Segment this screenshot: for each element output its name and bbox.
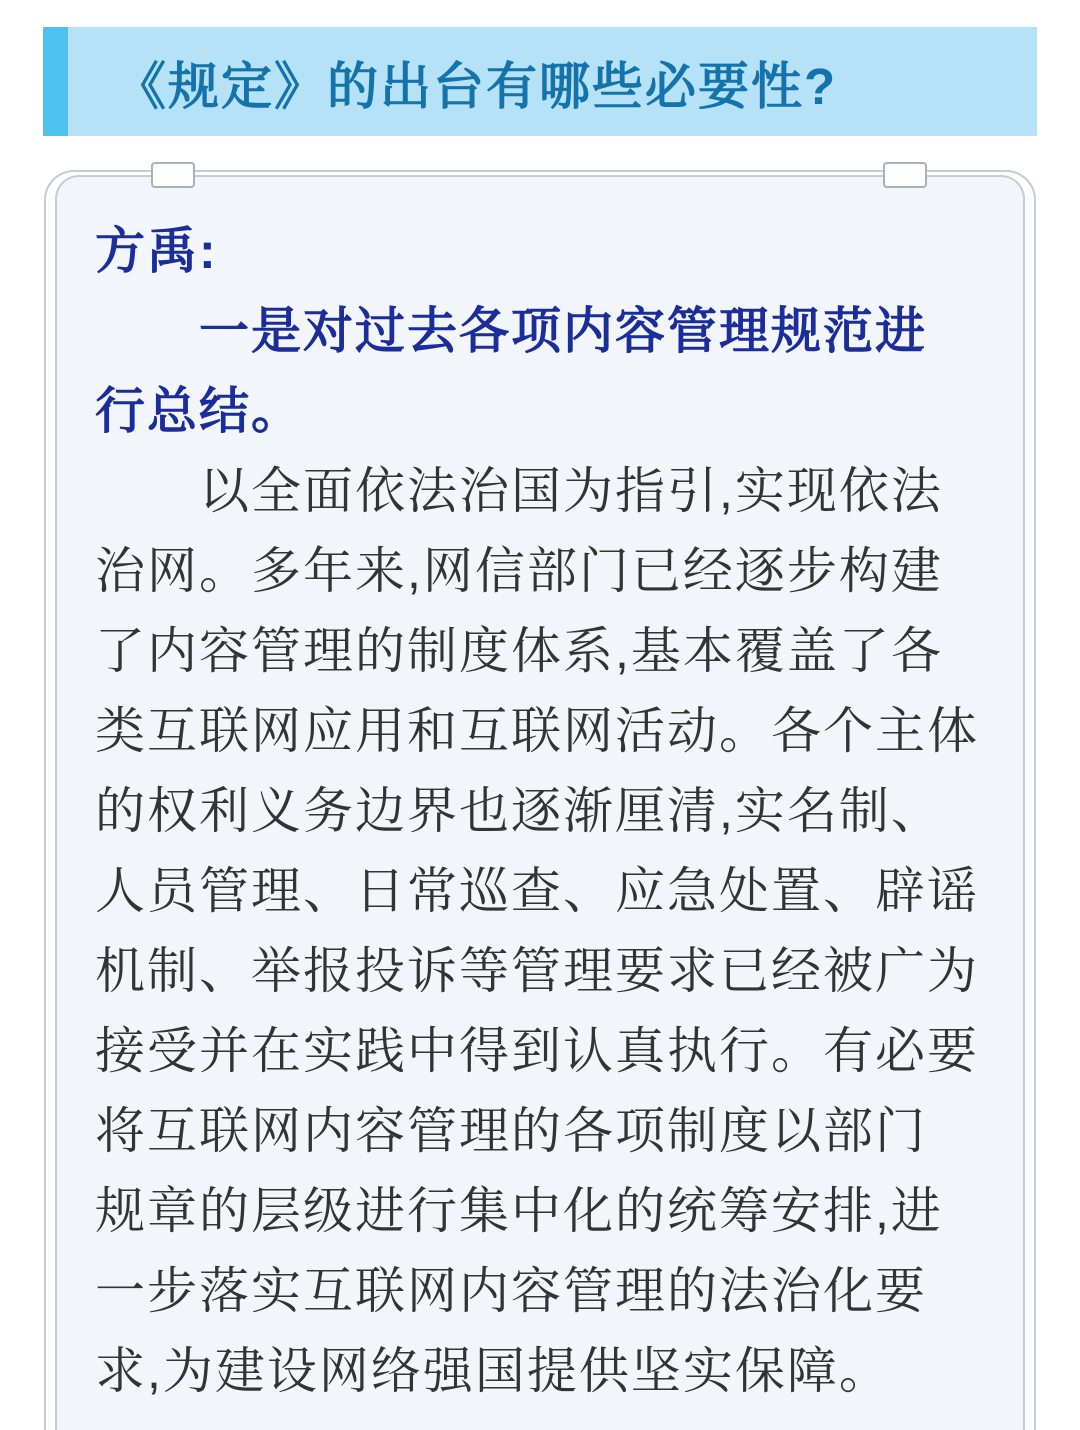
content-card-inner	[55, 175, 1025, 1430]
paragraph-line: 人员管理、日常巡查、应急处置、辟谣	[95, 863, 979, 919]
banner-accent-bar	[43, 27, 68, 136]
paragraph-line: 治网。多年来,网信部门已经逐步构建	[95, 543, 943, 599]
paragraph-line: 求,为建设网络强国提供坚实保障。	[95, 1343, 891, 1399]
card-clip-left-icon	[151, 162, 195, 188]
section-title: 《规定》的出台有哪些必要性?	[115, 57, 838, 115]
section-header-banner	[43, 27, 1037, 136]
speaker-name: 方禹:	[95, 223, 218, 279]
paragraph-line: 一步落实互联网内容管理的法治化要	[95, 1263, 927, 1319]
answer-heading-line: 一是对过去各项内容管理规范进	[95, 303, 927, 359]
paragraph-line: 将互联网内容管理的各项制度以部门	[95, 1103, 927, 1159]
paragraph-line: 类互联网应用和互联网活动。各个主体	[95, 703, 979, 759]
paragraph-line: 以全面依法治国为指引,实现依法	[95, 463, 943, 519]
paragraph-line: 机制、举报投诉等管理要求已经被广为	[95, 943, 979, 999]
content-card	[44, 170, 1036, 1430]
card-clip-right-icon	[883, 162, 927, 188]
answer-heading-line: 行总结。	[95, 383, 303, 439]
paragraph-line: 了内容管理的制度体系,基本覆盖了各	[95, 623, 943, 679]
paragraph-line: 规章的层级进行集中化的统筹安排,进	[95, 1183, 943, 1239]
paragraph-line: 的权利义务边界也逐渐厘清,实名制、	[95, 783, 943, 839]
paragraph-line: 接受并在实践中得到认真执行。有必要	[95, 1023, 979, 1079]
